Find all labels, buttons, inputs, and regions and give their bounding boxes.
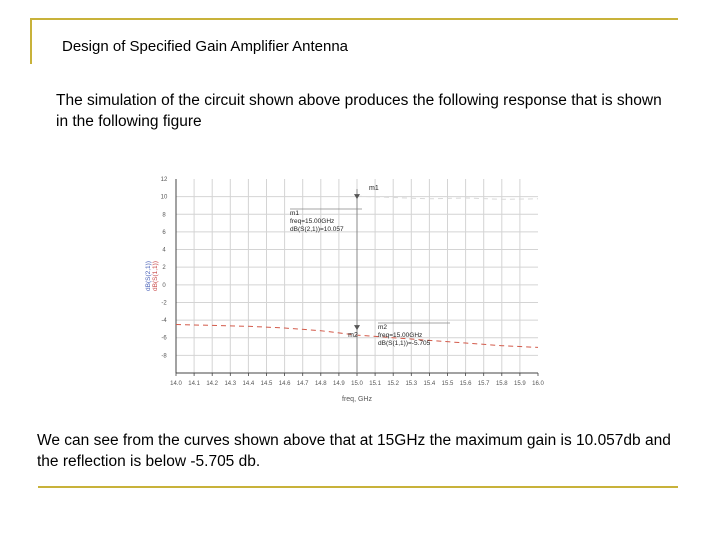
conclusion-paragraph: We can see from the curves shown above that at 15GHz the maximum gain is 10.057db and the reflection is below -5.705 db. xyxy=(37,432,671,470)
x-tick-label: 15.1 xyxy=(369,381,381,387)
left-rule xyxy=(30,18,32,64)
x-tick-label: 14.7 xyxy=(296,381,309,387)
marker-readout-line: freq=15.00GHz xyxy=(290,218,335,225)
x-tick-label: 14.9 xyxy=(333,381,345,387)
marker-name-label: m2 xyxy=(348,332,358,340)
x-tick-label: 14.2 xyxy=(206,381,219,387)
x-tick-label: 16.0 xyxy=(532,381,544,387)
marker-readout-line: dB(S(2,1))=10.057 xyxy=(290,226,344,233)
x-axis-label: freq, GHz xyxy=(342,396,372,403)
x-tick-label: 14.1 xyxy=(188,381,200,387)
y-tick-label: 6 xyxy=(162,229,166,236)
x-tick-label: 15.8 xyxy=(495,381,508,387)
marker-arrow-icon xyxy=(354,325,360,330)
x-tick-label: 14.3 xyxy=(224,381,237,387)
marker-readout-line: m1 xyxy=(290,210,300,217)
intro-paragraph: The simulation of the circuit shown above produces the following response that is shown in the following figure xyxy=(56,92,662,130)
y-tick-label: -6 xyxy=(161,335,167,342)
x-tick-label: 15.6 xyxy=(459,381,472,387)
y-tick-label: 4 xyxy=(162,247,166,254)
y-tick-label: 0 xyxy=(162,282,166,289)
marker-readout-line: m2 xyxy=(378,324,388,331)
x-tick-label: 15.3 xyxy=(405,381,418,387)
x-tick-label: 15.7 xyxy=(477,381,490,387)
x-tick-label: 14.0 xyxy=(170,381,182,387)
y-tick-label: 10 xyxy=(160,194,168,201)
y-tick-label: -8 xyxy=(161,353,167,360)
x-tick-label: 15.0 xyxy=(351,381,363,387)
markers xyxy=(290,185,450,373)
bottom-rule xyxy=(38,486,678,488)
y-axis-label: dB(S(1,1)) xyxy=(152,261,159,291)
marker-name-label: m1 xyxy=(369,185,379,193)
x-tick-label: 14.5 xyxy=(260,381,273,387)
marker-readout-line: freq=15.00GHz xyxy=(378,332,423,339)
y-tick-label: 8 xyxy=(162,212,166,219)
y-axis-label: dB(S(2,1)) xyxy=(145,261,152,291)
top-rule xyxy=(30,18,678,20)
y-tick-label: -2 xyxy=(161,300,167,307)
x-tick-label: 15.9 xyxy=(514,381,526,387)
x-tick-label: 15.4 xyxy=(423,381,436,387)
x-tick-label: 15.2 xyxy=(387,381,400,387)
y-tick-label: 2 xyxy=(162,265,166,272)
marker-readout-line: dB(S(1,1))=-5.705 xyxy=(378,340,431,347)
x-tick-label: 14.4 xyxy=(242,381,255,387)
y-tick-label: -4 xyxy=(161,318,167,325)
y-tick-label: 12 xyxy=(160,177,168,183)
x-tick-label: 14.8 xyxy=(314,381,327,387)
slide-title: Design of Specified Gain Amplifier Antenna xyxy=(62,38,349,55)
axes xyxy=(145,177,544,403)
x-tick-label: 15.5 xyxy=(441,381,454,387)
s-parameter-chart xyxy=(140,165,550,410)
x-tick-label: 14.6 xyxy=(278,381,291,387)
